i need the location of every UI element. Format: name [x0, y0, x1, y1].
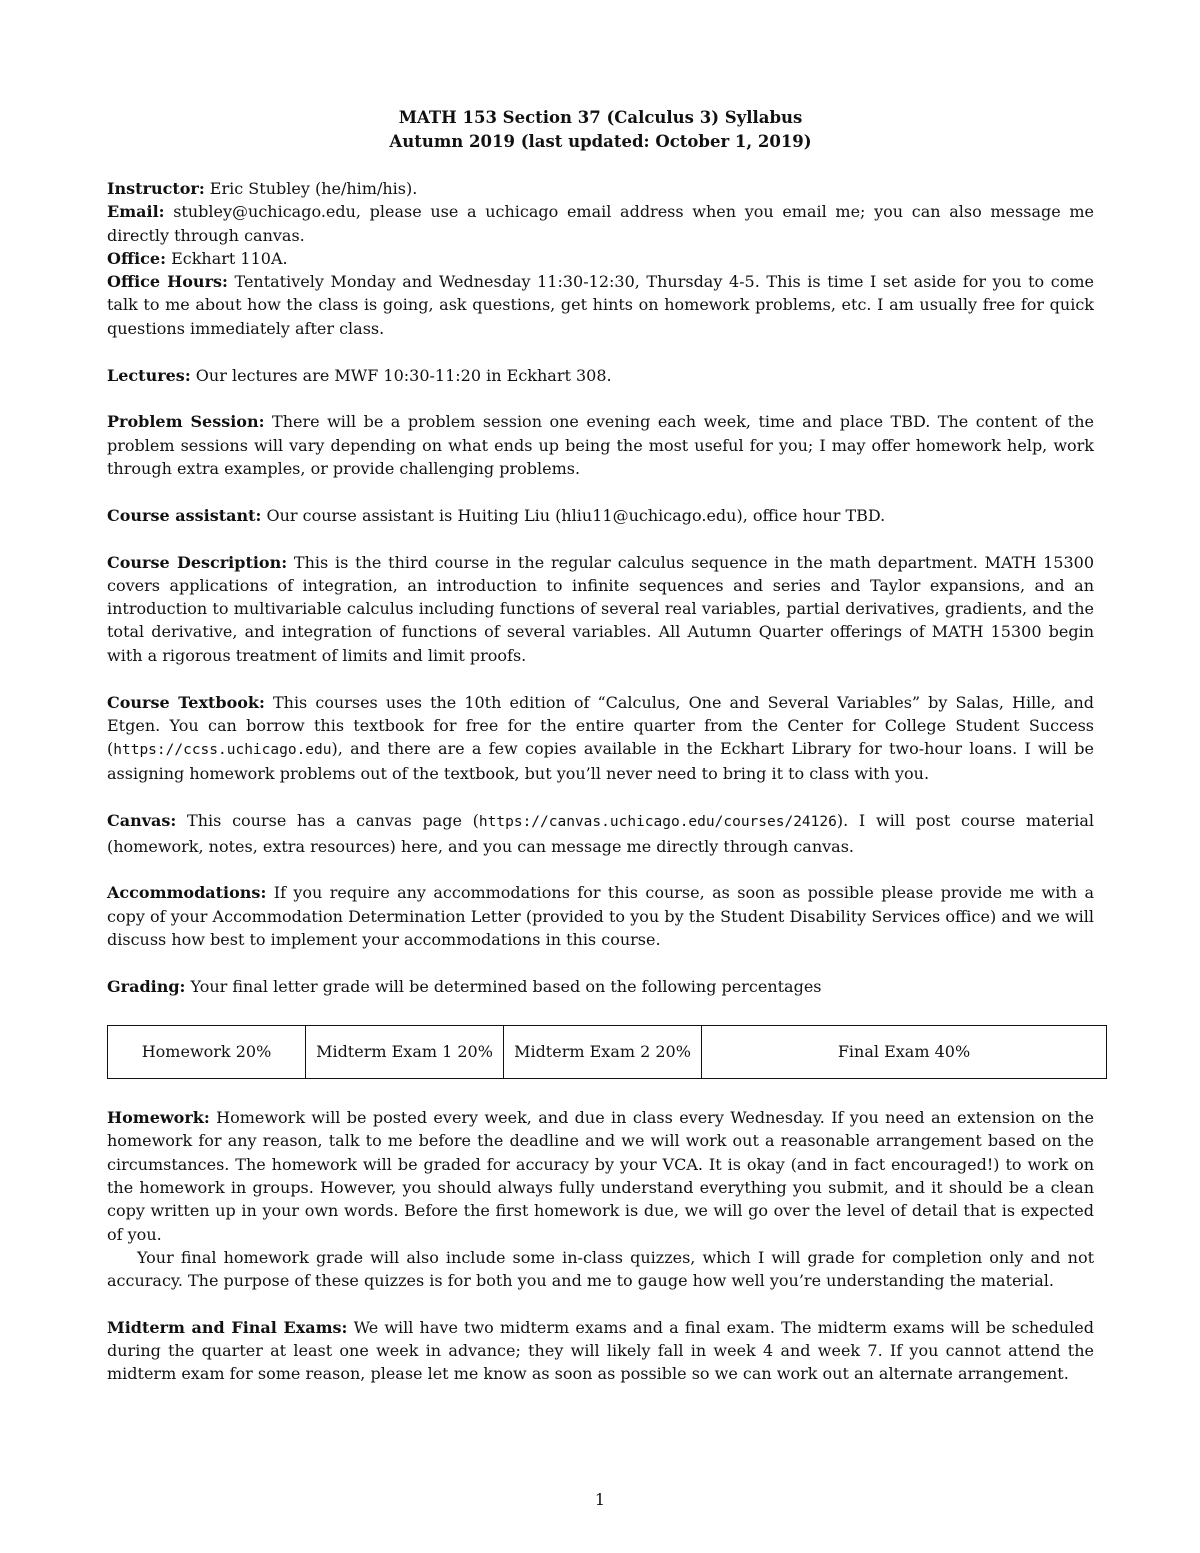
- syllabus-page: [107, 106, 1094, 1386]
- grading-table: [107, 1025, 1107, 1079]
- lectures-label: Lectures:: [107, 365, 191, 385]
- grading-table-row: [108, 1026, 1107, 1079]
- email-text: stubley@uchicago.edu, please use a uchicago email address when you email me; you can also message me directly through canvas.: [107, 202, 1094, 245]
- canvas-text-after: ). I will post course material (homework, notes, extra resources) here, and you can message me directly through canvas.: [107, 811, 1094, 856]
- instructor-text: Eric Stubley (he/him/his).: [204, 179, 418, 198]
- grading-label: Grading:: [107, 976, 186, 996]
- title-line-1: MATH 153 Section 37 (Calculus 3) Syllabus: [398, 108, 803, 127]
- instructor-line: [107, 177, 1094, 200]
- grading-section: [107, 975, 1094, 998]
- course-textbook-section: [107, 691, 1094, 786]
- grading-cell-homework: Homework 20%: [108, 1026, 306, 1079]
- canvas-label: Canvas:: [107, 811, 177, 831]
- course-description-text: This is the third course in the regular calculus sequence in the math department. MATH 15300 covers applications of integration, an introduction to infinite sequences and series and Taylor expansions, and an introduction to multivariable calculus including functions of several real variables, partial derivatives, gradients, and the total derivative, and integration of functions of several variables. All Autumn Quarter offerings of MATH 15300 begin with a rigorous treatment of limits and limit proofs.: [107, 552, 1095, 665]
- page-number: 1: [594, 1490, 606, 1509]
- exams-text: We will have two midterm exams and a final exam. The midterm exams will be scheduled during the quarter at least one week in advance; they will likely fall in week 4 and week 7. If you cannot attend the midterm exam for some reason, please let me know as soon as possible so we can work out an alternate arrangement.: [107, 1317, 1094, 1384]
- lectures-text: Our lectures are MWF 10:30-11:20 in Eckhart 308.: [190, 365, 612, 385]
- course-assistant-text: Our course assistant is Huiting Liu (hliu11@uchicago.edu), office hour TBD.: [261, 505, 886, 525]
- course-description-section: [107, 551, 1094, 667]
- exams-section: [107, 1316, 1094, 1386]
- accommodations-section: [107, 881, 1094, 951]
- course-description-label: Course Description:: [107, 552, 288, 572]
- accommodations-text: If you require any accommodations for this course, as soon as possible please provide me with a copy of your Accommodation Determination Letter (provided to you by the Student Disability Services office) and we will discuss how best to implement your accommodations in this course.: [107, 883, 1094, 949]
- office-hours-text: Tentatively Monday and Wednesday 11:30-12:30, Thursday 4-5. This is time I set aside for you to come talk to me about how the class is going, ask questions, get hints on homework problems, etc. I am usually free for quick questions immediately after class.: [107, 272, 1095, 338]
- canvas-link[interactable]: https://canvas.uchicago.edu/courses/24126: [478, 814, 837, 831]
- title-line-2: Autumn 2019 (last updated: October 1, 2019): [389, 131, 812, 151]
- instructor-info: [107, 177, 1094, 340]
- homework-text: Homework will be posted every week, and due in class every Wednesday. If you need an extension on the homework for any reason, talk to me before the deadline and we will work out a reasonable arrangement based on the circumstances. The homework will be graded for accuracy by your VCA. It is okay (and in fact encouraged!) to work on the homework in groups. However, you should always fully understand everything you submit, and it should be a clean copy written up in your own words. Before the first homework is due, we will go over the level of detail that is expected of you.: [107, 1108, 1094, 1244]
- accommodations-label: Accommodations:: [107, 883, 267, 903]
- homework-section: [107, 1106, 1094, 1246]
- problem-session-label: Problem Session:: [107, 412, 265, 432]
- canvas-section: [107, 809, 1094, 858]
- course-assistant-section: [107, 504, 1094, 527]
- grading-cell-midterm-2: Midterm Exam 2 20%: [504, 1026, 702, 1079]
- ccss-link[interactable]: https://ccss.uchicago.edu: [113, 742, 332, 759]
- course-textbook-text-after: ), and there are a few copies available in the Eckhart Library for two-hour loans. I will be assigning homework problems out of the textbook, but you’ll never need to bring it to class with you.: [107, 739, 1094, 784]
- office-label: Office:: [107, 248, 166, 268]
- email-label: Email:: [107, 202, 165, 222]
- lectures-section: [107, 364, 1094, 387]
- grading-cell-final: Final Exam 40%: [702, 1026, 1107, 1079]
- grading-cell-midterm-1: Midterm Exam 1 20%: [306, 1026, 504, 1079]
- office-line: [107, 247, 1094, 270]
- instructor-label: Instructor:: [107, 179, 205, 198]
- grading-text: Your final letter grade will be determined based on the following percentages: [185, 976, 822, 996]
- homework-label: Homework:: [107, 1108, 210, 1128]
- exams-label: Midterm and Final Exams:: [107, 1317, 348, 1337]
- homework-quizzes-paragraph: Your final homework grade will also include some in-class quizzes, which I will grade for completion only and not accuracy. The purpose of these quizzes is for both you and me to gauge how well you’re understanding the material.: [107, 1247, 1094, 1291]
- course-textbook-label: Course Textbook:: [107, 692, 265, 712]
- problem-session-text: There will be a problem session one evening each week, time and place TBD. The content of the problem sessions will vary depending on what ends up being the most useful for you; I may offer homework help, work through extra examples, or provide challenging problems.: [107, 412, 1095, 478]
- office-hours-label: Office Hours:: [107, 272, 228, 292]
- course-assistant-label: Course assistant:: [107, 505, 262, 525]
- office-text: Eckhart 110A.: [165, 248, 288, 268]
- canvas-text-before: This course has a canvas page (: [176, 811, 479, 831]
- problem-session-section: [107, 410, 1094, 480]
- document-title: [107, 106, 1094, 153]
- office-hours-line: [107, 270, 1094, 340]
- email-line: [107, 200, 1094, 247]
- course-textbook-text-before: This courses uses the 10th edition of “Calculus, One and Several Variables” by Salas, Hille, and Etgen. You can borrow this textbook for free for the entire quarter from the Center for College Student Success (: [107, 692, 1094, 759]
